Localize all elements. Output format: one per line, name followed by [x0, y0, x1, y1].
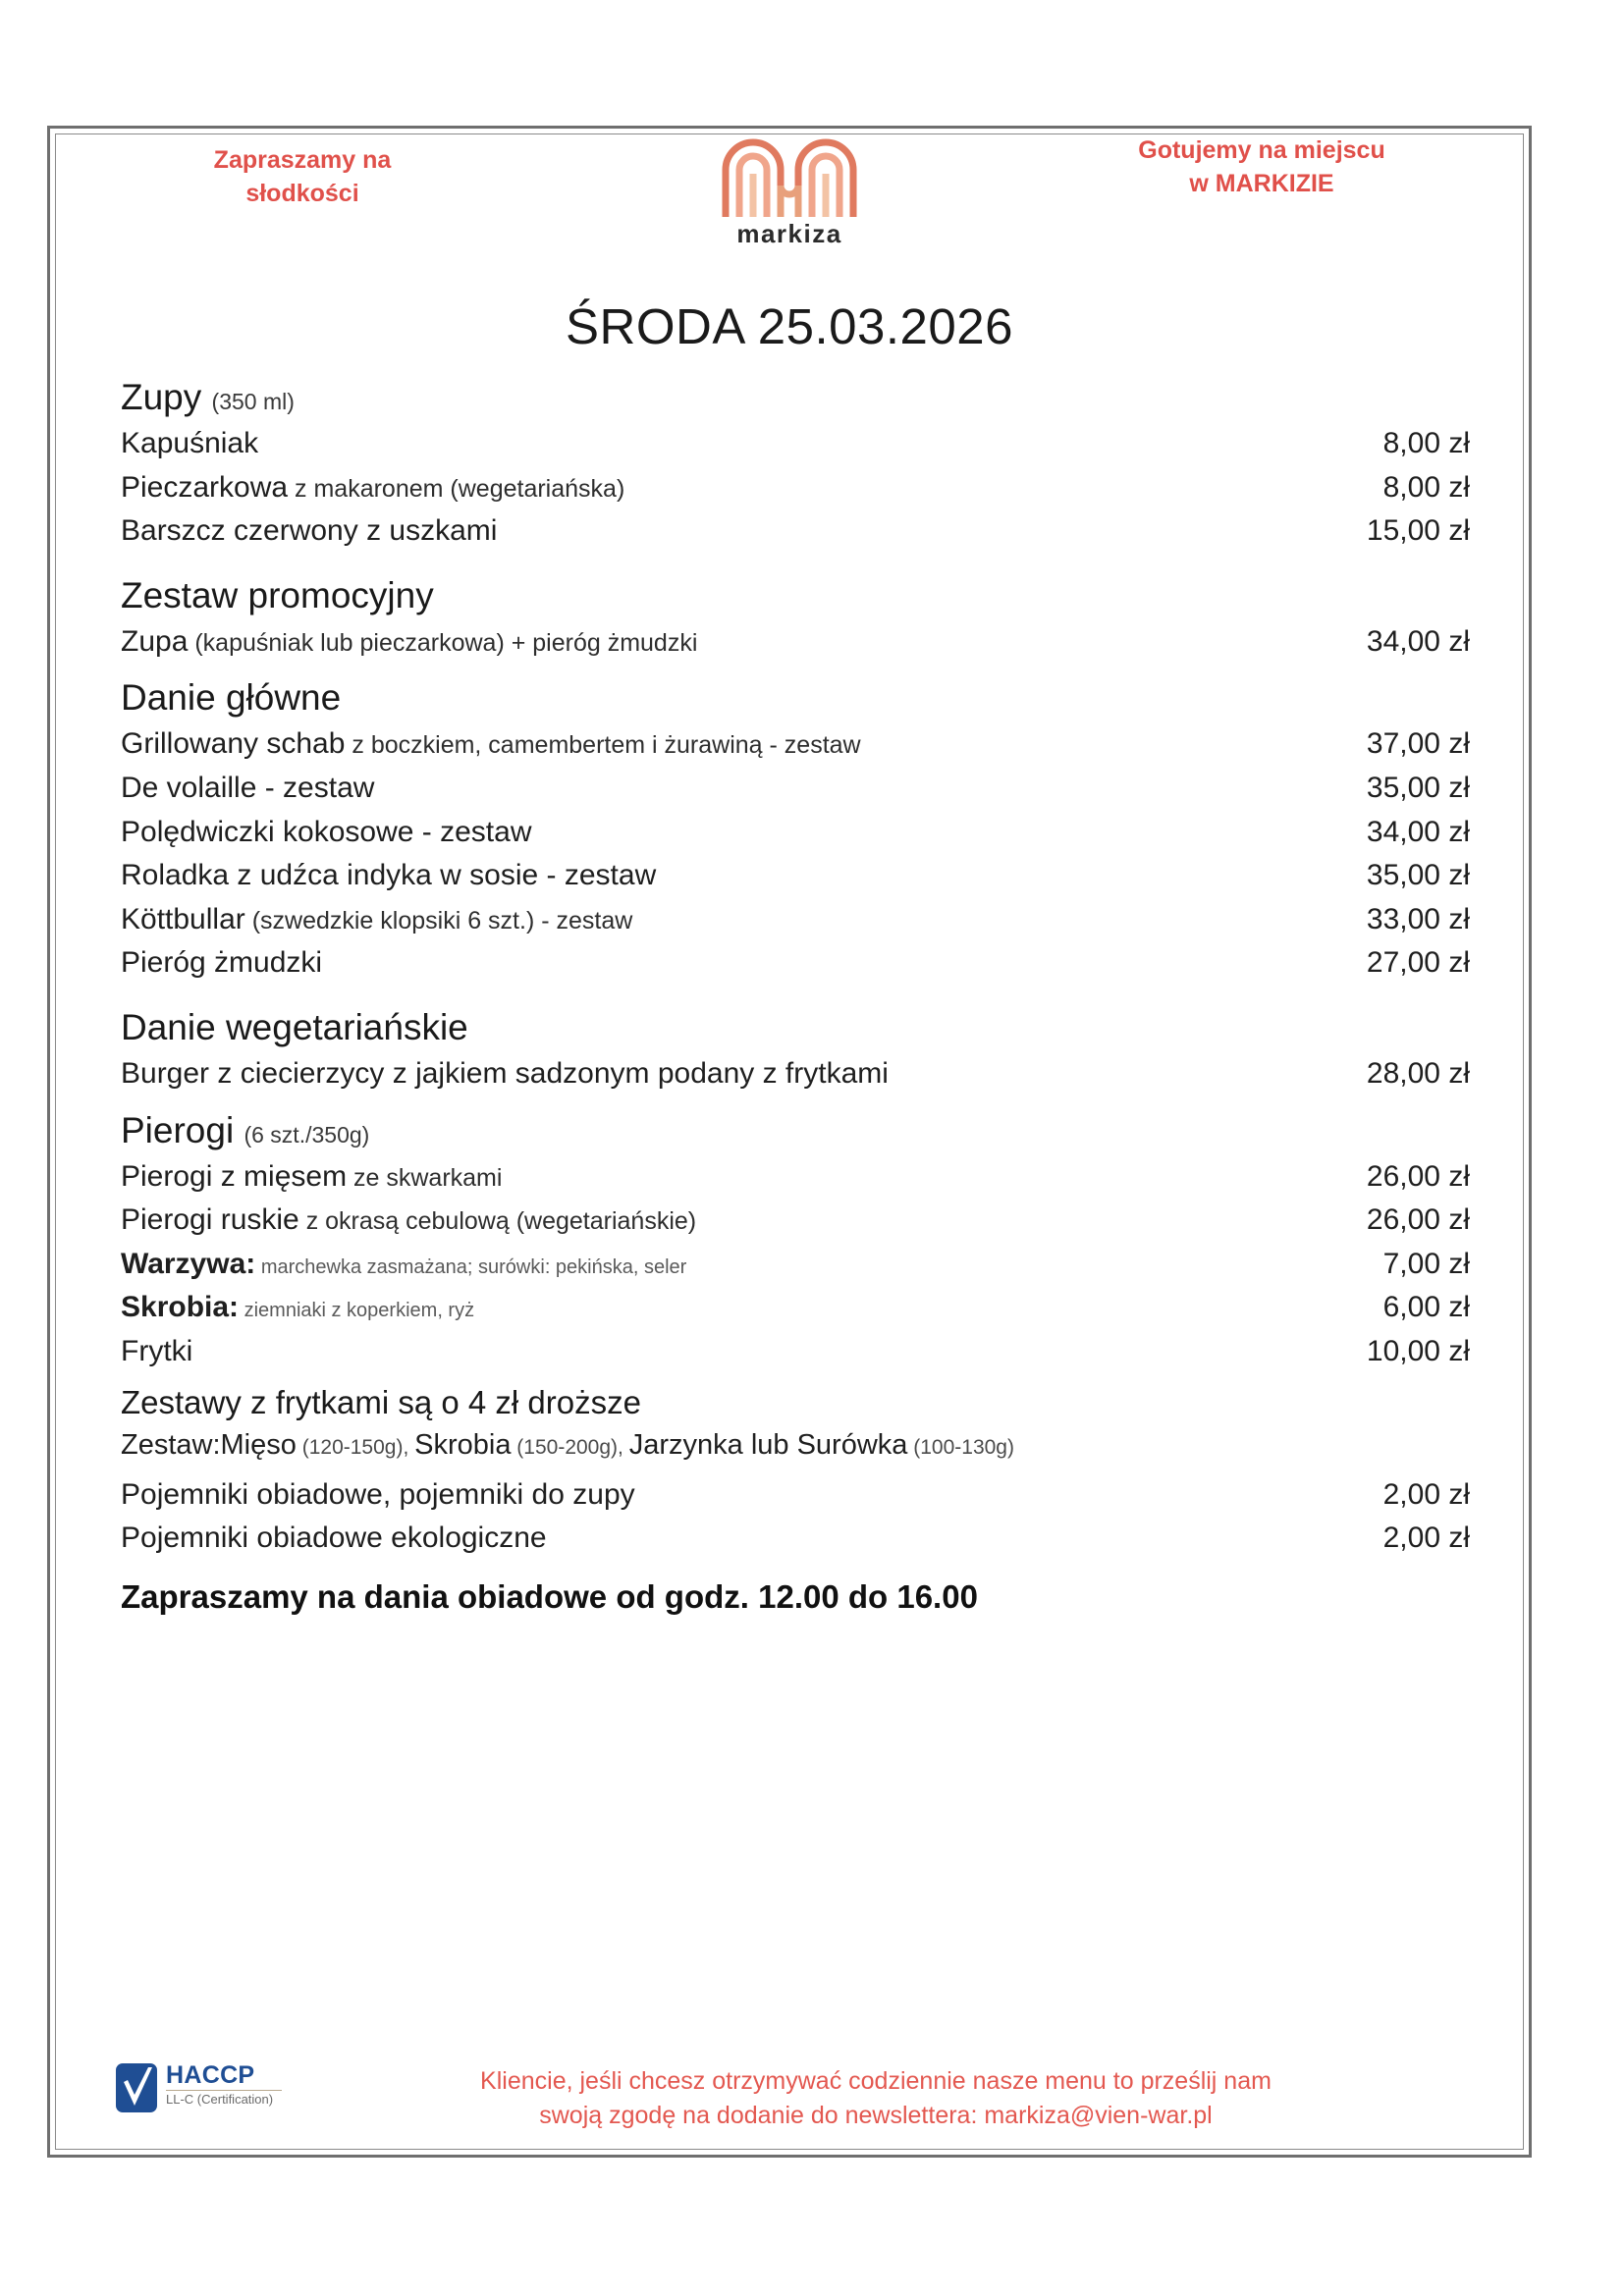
menu-row-container	[121, 1517, 1470, 1561]
menu-body	[80, 377, 1499, 1616]
menu-item-price: 26,00 zł	[1366, 1203, 1470, 1237]
menu-item-price: 8,00 zł	[1382, 427, 1470, 459]
menu-item-price: 28,00 zł	[1366, 1056, 1470, 1090]
haccp-text-block	[166, 2062, 282, 2107]
menu-row-frytki	[121, 1330, 1470, 1374]
menu-item-price: 6,00 zł	[1382, 1291, 1470, 1324]
section-qty: (6 szt./350g)	[244, 1121, 370, 1148]
promo-sweets	[140, 144, 464, 211]
menu-row	[121, 1155, 1470, 1200]
menu-item-name: Roladka z udźca indyka w sosie - zestaw	[121, 859, 657, 892]
section-heading-zestaw-promocyjny	[121, 575, 1470, 616]
menu-row	[121, 1052, 1470, 1096]
menu-item-name: Barszcz czerwony z uszkami	[121, 514, 498, 548]
menu-row	[121, 767, 1470, 811]
menu-row	[121, 811, 1470, 855]
menu-row	[121, 854, 1470, 898]
menu-row	[121, 466, 1470, 510]
menu-item-price: 35,00 zł	[1366, 771, 1470, 804]
menu-item-price: 7,00 zł	[1382, 1247, 1470, 1280]
section-title: Danie główne	[121, 677, 342, 719]
menu-header	[80, 129, 1499, 303]
haccp-badge	[80, 2058, 282, 2113]
promo-cooked-onsite	[1065, 134, 1458, 201]
menu-content	[50, 129, 1529, 2155]
menu-row	[121, 941, 1470, 986]
menu-item-name: Burger z ciecierzycy z jajkiem sadzonym podany z frytkami	[121, 1056, 889, 1090]
promo-sweets-line1: Zapraszamy na	[213, 146, 392, 174]
menu-item-name: Warzywa: marchewka zasmażana; surówki: pekińska, seler	[121, 1247, 687, 1280]
note-set-composition: Zestaw:Mięso (120-150g), Skrobia (150-200g), Jarzynka lub Surówka (100-130g)	[121, 1428, 1014, 1461]
section-heading-danie-wegetarianskie	[121, 1007, 1470, 1048]
haccp-divider	[166, 2090, 282, 2091]
markiza-m-icon	[716, 131, 863, 217]
promo-cooked-line2: w MARKIZIE	[1189, 169, 1334, 197]
menu-item-name: Zupa (kapuśniak lub pieczarkowa) + pieróg żmudzki	[121, 624, 698, 658]
menu-row	[121, 898, 1470, 942]
markiza-logo-text: markiza	[736, 219, 842, 248]
menu-footer	[80, 2058, 1499, 2133]
section-heading-pierogi	[121, 1110, 1470, 1151]
menu-item-price: 8,00 zł	[1382, 470, 1470, 504]
menu-row	[121, 722, 1470, 767]
menu-row-container	[121, 1473, 1470, 1518]
haccp-title: HACCP	[166, 2061, 255, 2089]
menu-item-name: Pojemniki obiadowe ekologiczne	[121, 1522, 547, 1555]
menu-row-sides	[121, 1286, 1470, 1330]
section-title: Danie wegetariańskie	[121, 1006, 468, 1047]
menu-item-price: 26,00 zł	[1366, 1159, 1470, 1193]
section-title: Zupy	[121, 377, 202, 417]
newsletter-notice	[282, 2058, 1499, 2133]
section-title: Zestaw promocyjny	[121, 574, 434, 615]
menu-item-name: Köttbullar (szwedzkie klopsiki 6 szt.) - zestaw	[121, 902, 633, 935]
menu-item-price: 34,00 zł	[1366, 815, 1470, 848]
menu-item-name: Pierogi z mięsem ze skwarkami	[121, 1159, 503, 1193]
menu-item-price: 15,00 zł	[1366, 514, 1470, 548]
haccp-subtitle: LL-C (Certification)	[166, 2092, 274, 2108]
promo-sweets-line2: słodkości	[245, 179, 359, 207]
menu-item-price: 33,00 zł	[1366, 902, 1470, 935]
section-heading-zupy	[121, 377, 1470, 418]
menu-item-price: 34,00 zł	[1366, 624, 1470, 658]
menu-item-name: Pieróg żmudzki	[121, 946, 323, 980]
menu-date-title: ŚRODA 25.03.2026	[566, 298, 1013, 354]
menu-row	[121, 1199, 1470, 1243]
menu-item-price: 35,00 zł	[1366, 859, 1470, 892]
menu-item-name: Polędwiczki kokosowe - zestaw	[121, 815, 532, 848]
menu-row	[121, 509, 1470, 554]
menu-item-price: 2,00 zł	[1382, 1522, 1470, 1555]
closing-hours-note: Zapraszamy na dania obiadowe od godz. 12.00 do 16.00	[121, 1577, 978, 1615]
menu-item-name: Pieczarkowa z makaronem (wegetariańska)	[121, 470, 625, 504]
menu-item-price: 37,00 zł	[1366, 727, 1470, 761]
menu-item-name: De volaille - zestaw	[121, 771, 375, 804]
menu-item-name: Grillowany schab z boczkiem, camembertem i żurawiną - zestaw	[121, 727, 861, 761]
section-title: Pierogi	[121, 1109, 235, 1150]
menu-row	[121, 422, 1470, 466]
menu-item-name: Pojemniki obiadowe, pojemniki do zupy	[121, 1477, 635, 1511]
promo-cooked-line1: Gotujemy na miejscu	[1138, 136, 1385, 164]
menu-item-name: Frytki	[121, 1334, 193, 1367]
haccp-checkmark-icon	[115, 2062, 158, 2113]
newsletter-line2: swoją zgodę na dodanie do newslettera: markiza@vien-war.pl	[539, 2102, 1213, 2129]
markiza-logo	[677, 131, 902, 249]
menu-row	[121, 620, 1470, 665]
menu-item-price: 2,00 zł	[1382, 1477, 1470, 1511]
menu-item-name: Kapuśniak	[121, 427, 259, 459]
section-heading-danie-glowne	[121, 677, 1470, 719]
menu-item-price: 27,00 zł	[1366, 946, 1470, 980]
newsletter-line1: Kliencie, jeśli chcesz otrzymywać codziennie nasze menu to prześlij nam	[480, 2067, 1272, 2095]
page-frame	[47, 126, 1532, 2158]
menu-item-name: Pierogi ruskie z okrasą cebulową (wegetariańskie)	[121, 1203, 697, 1237]
note-fries-surcharge: Zestawy z frytkami są o 4 zł droższe	[121, 1383, 641, 1420]
menu-item-price: 10,00 zł	[1366, 1334, 1470, 1367]
menu-row-sides	[121, 1243, 1470, 1287]
section-qty: (350 ml)	[211, 389, 295, 414]
menu-item-name: Skrobia: ziemniaki z koperkiem, ryż	[121, 1291, 475, 1324]
